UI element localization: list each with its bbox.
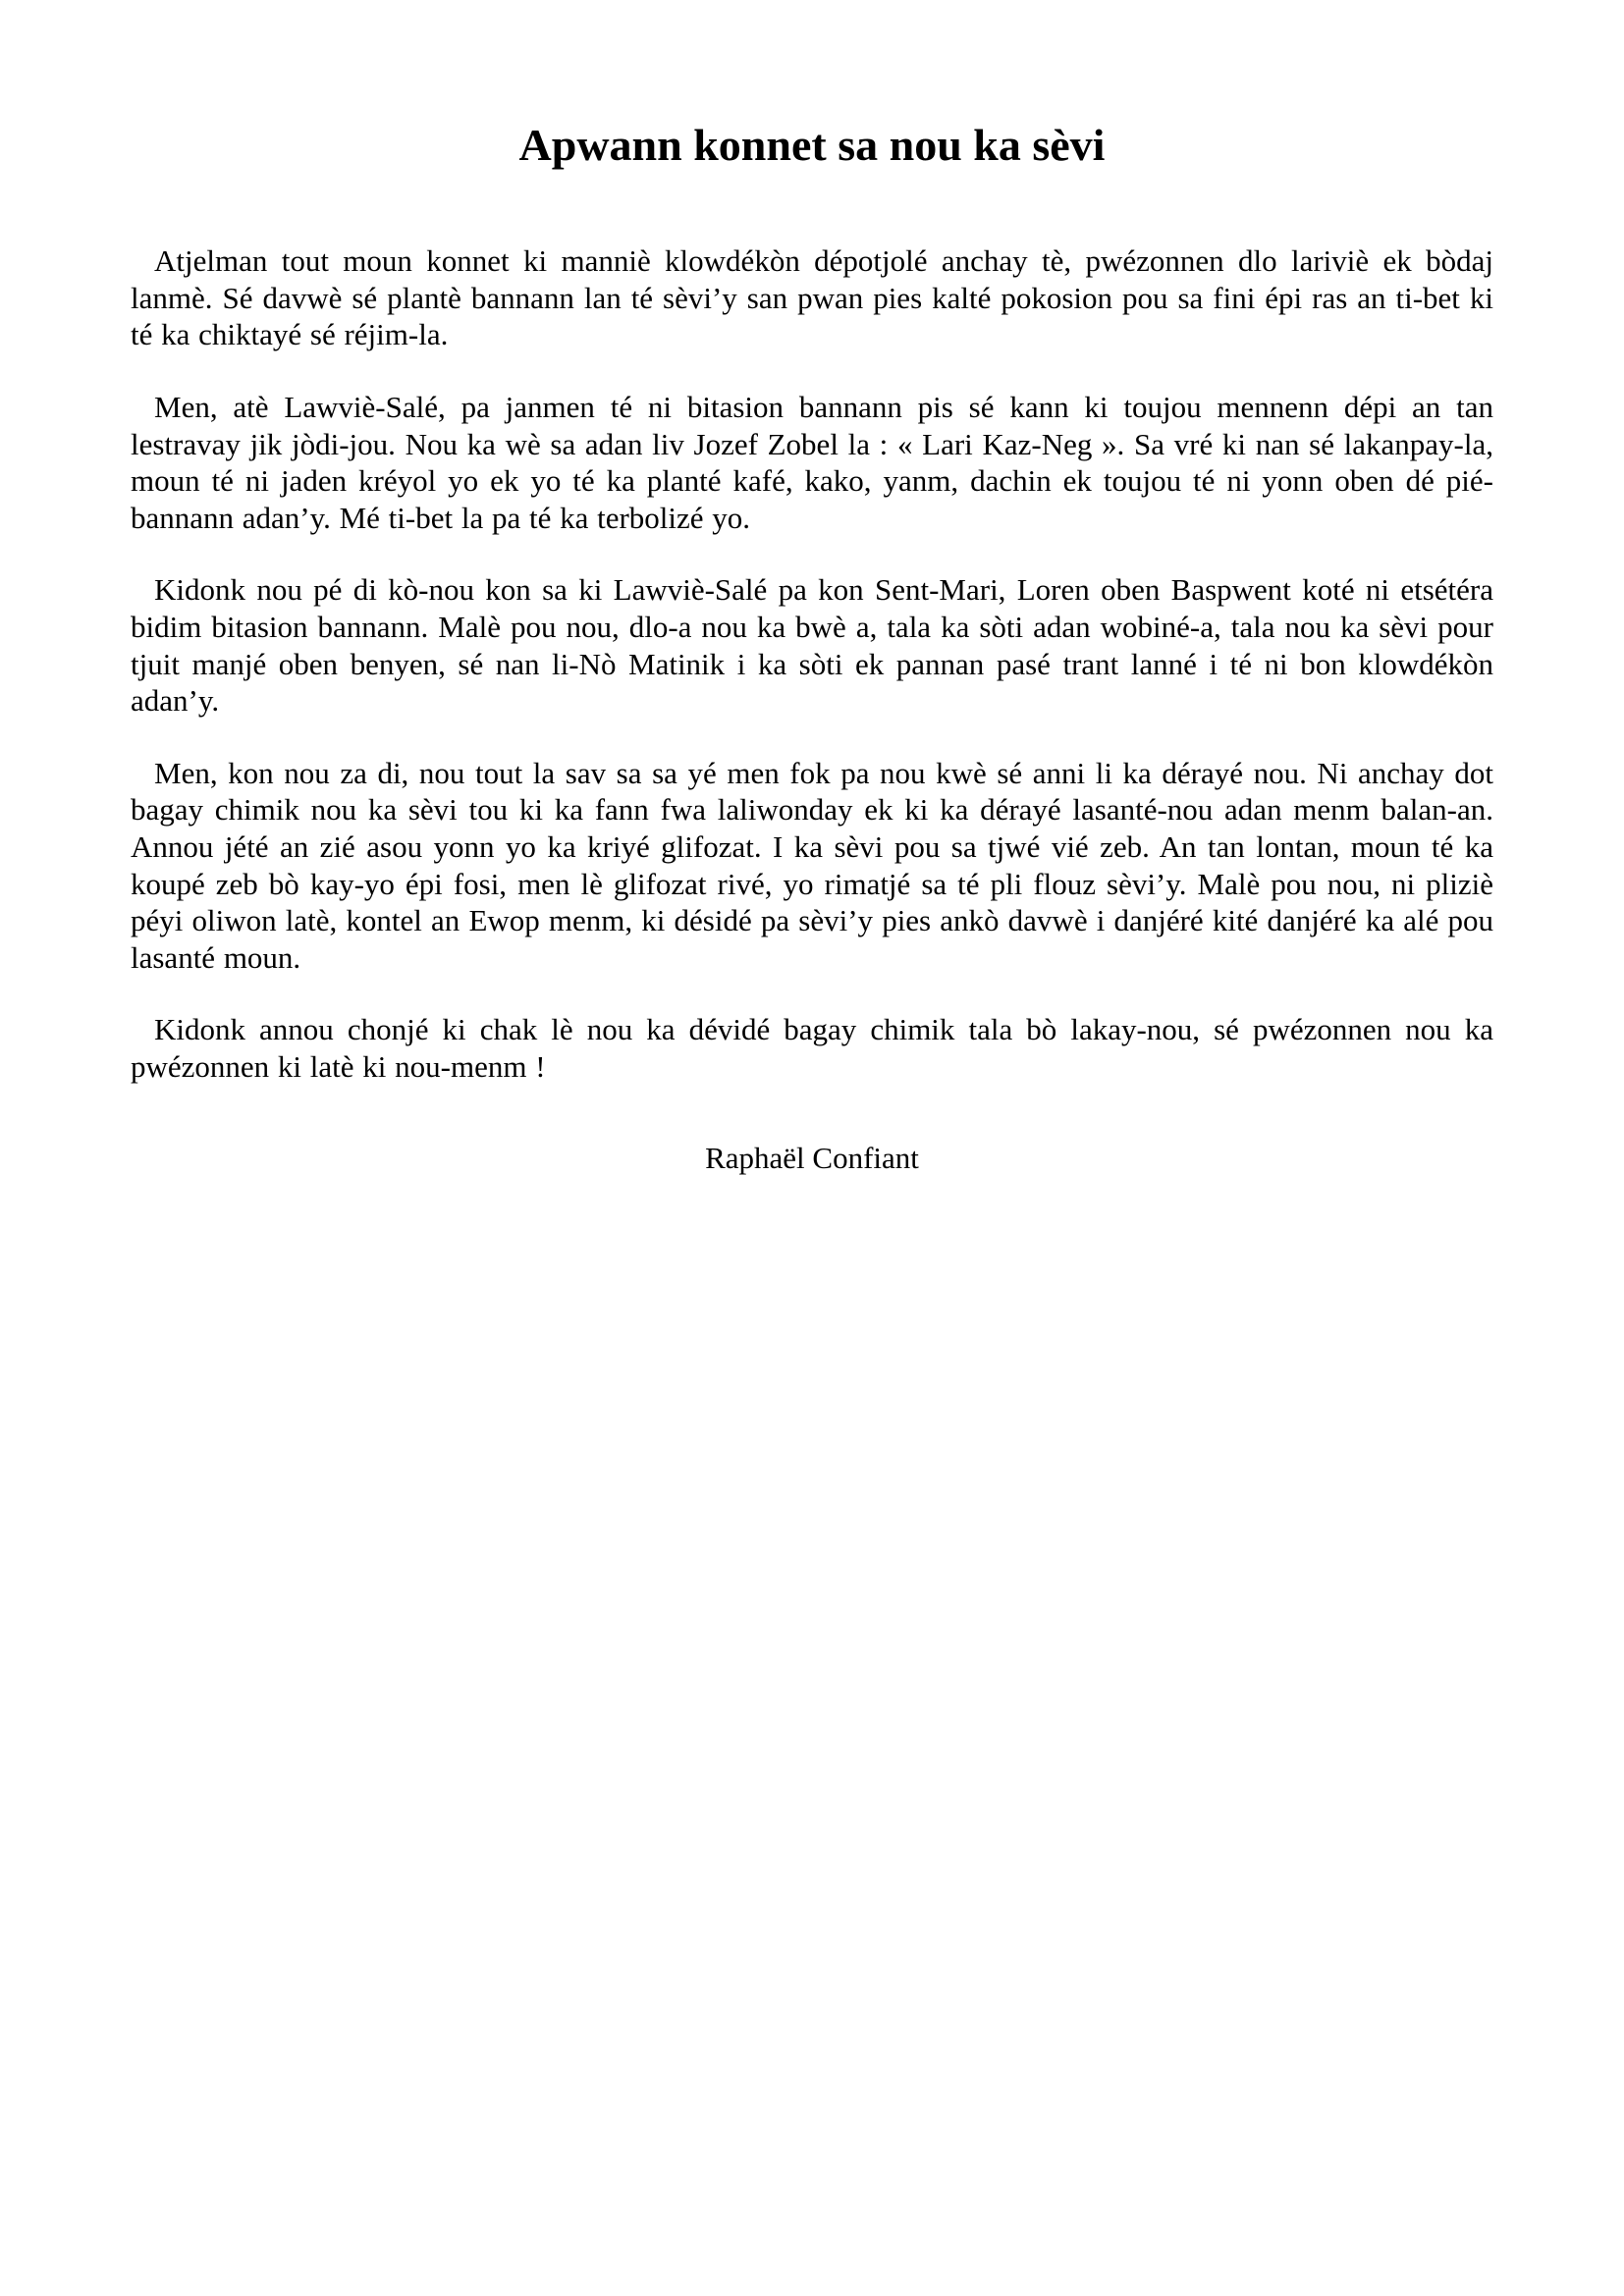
paragraph-2: Men, atè Lawviè-Salé, pa janmen té ni bitasion bannann pis sé kann ki toujou mennenn dépi an tan lestravay jik jòdi-jou. Nou ka wè sa adan liv Jozef Zobel la : « Lari Kaz-Neg ». Sa vré ki nan sé lakanpay-la, moun té ni jaden kréyol yo ek yo té ka planté kafé, kako, yanm, dachin ek toujou té ni yonn oben dé pié-bannann adan’y. Mé ti-bet la pa té ka terbolizé yo. xyxy=(131,389,1493,535)
paragraph-5: Kidonk annou chonjé ki chak lè nou ka dévidé bagay chimik tala bò lakay-nou, sé pwézonnen nou ka pwézonnen ki latè ki nou-menm ! xyxy=(131,1012,1493,1084)
author-signature: Raphaël Confiant xyxy=(705,1141,919,1176)
document-body xyxy=(131,242,1493,1085)
paragraph-1: Atjelman tout moun konnet ki manniè klowdékòn dépotjolé anchay tè, pwézonnen dlo lariviè ek bòdaj lanmè. Sé davwè sé plantè bannann lan té sèvi’y san pwan pies kalté pokosion pou sa fini épi ras an ti-bet ki té ka chiktayé sé réjim-la. xyxy=(131,243,1493,352)
page-title: Apwann konnet sa nou ka sèvi xyxy=(518,120,1106,170)
paragraph-4: Men, kon nou za di, nou tout la sav sa sa yé men fok pa nou kwè sé anni li ka dérayé nou. Ni anchay dot bagay chimik nou ka sèvi tou ki ka fann fwa laliwonday ek ki ka dérayé lasanté-nou adan menm balan-an. Annou jété an zié asou yonn yo ka kriyé glifozat. I ka sèvi pou sa tjwé vié zeb. An tan lontan, moun té ka koupé zeb bò kay-yo épi fosi, men lè glifozat rivé, yo rimatjé sa té pli flouz sèvi’y. Malè pou nou, ni pliziè péyi oliwon latè, kontel an Ewop menm, ki désidé pa sèvi’y pies ankò davwè i danjéré kité danjéré ka alé pou lasanté moun. xyxy=(131,755,1493,975)
paragraph-3: Kidonk nou pé di kò-nou kon sa ki Lawviè-Salé pa kon Sent-Mari, Loren oben Baspwent koté ni etsétéra bidim bitasion bannann. Malè pou nou, dlo-a nou ka bwè a, tala ka sòti adan wobiné-a, tala nou ka sèvi pour tjuit manjé oben benyen, sé nan li-Nò Matinik i ka sòti ek pannan pasé trant lanné i té ni bon klowdékòn adan’y. xyxy=(131,572,1493,719)
